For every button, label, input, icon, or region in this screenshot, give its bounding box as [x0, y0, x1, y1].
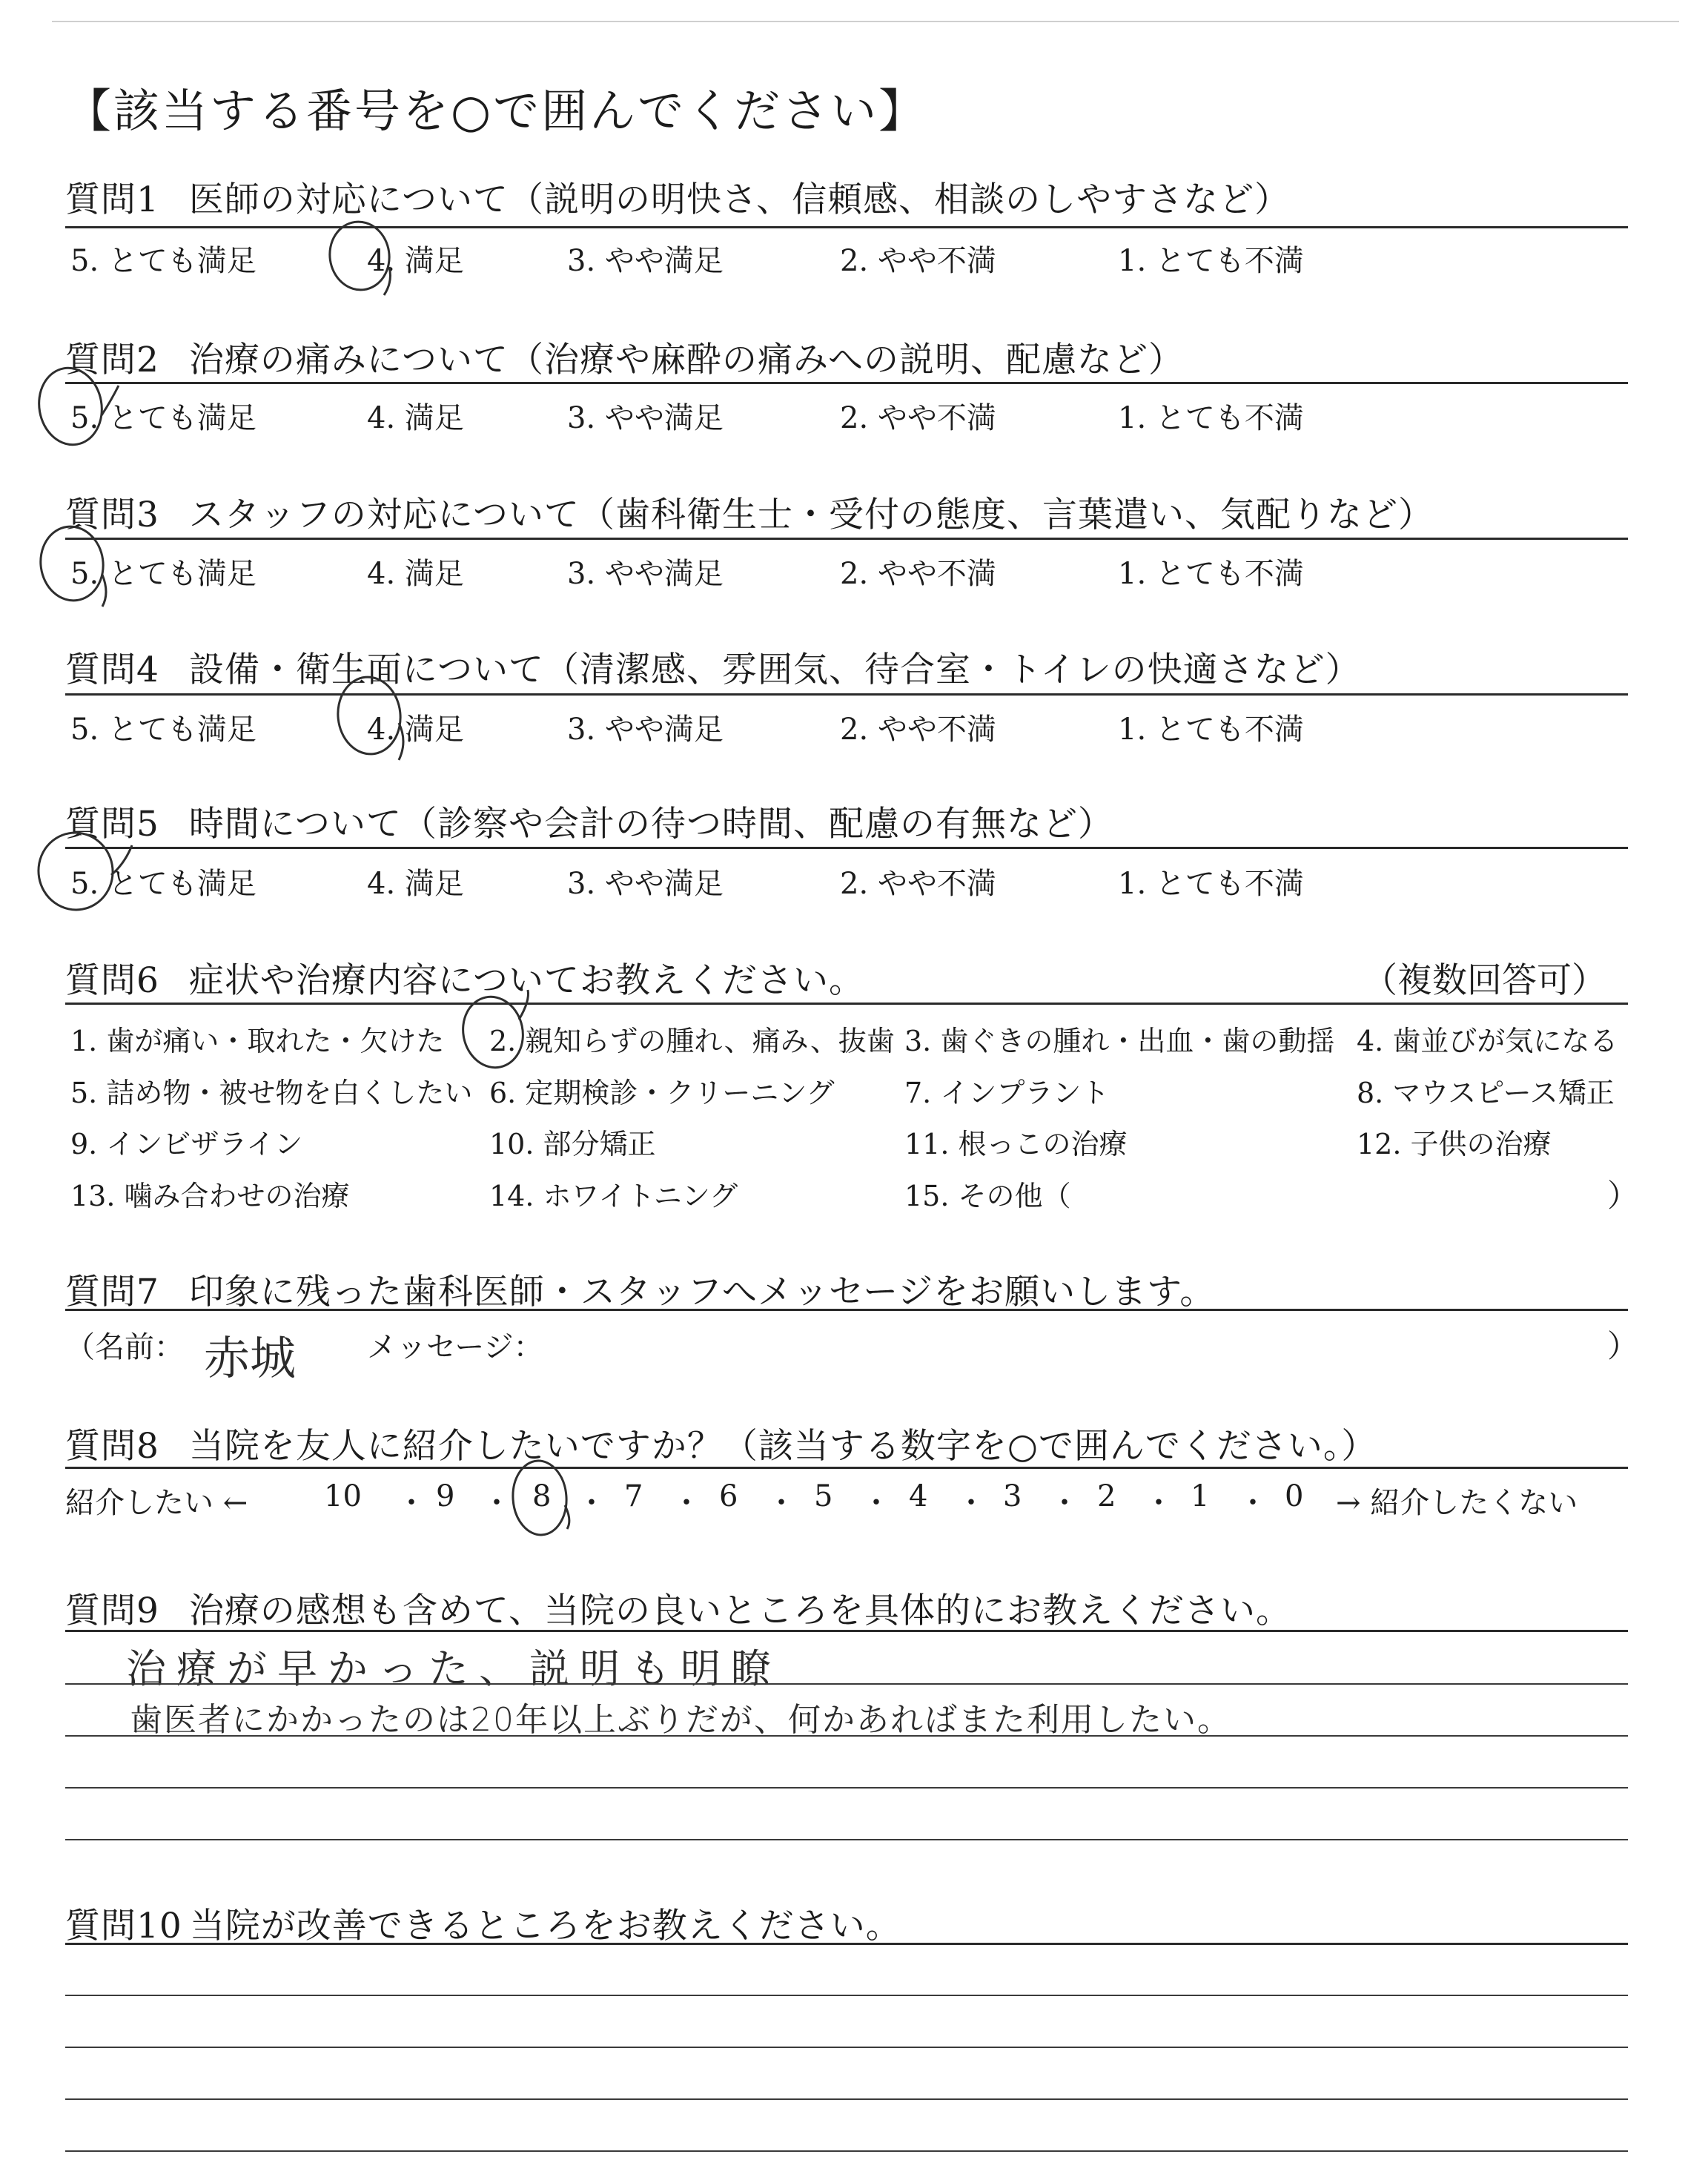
- q1-number: 質問1: [65, 179, 159, 220]
- q1-option-1[interactable]: 1. とても不満: [1118, 244, 1304, 278]
- q5-option-2[interactable]: 2. やや不満: [840, 867, 996, 901]
- q6-item-10[interactable]: 10. 部分矯正: [489, 1128, 656, 1160]
- q6-text: 症状や治療内容についてお教えください。: [188, 960, 864, 1001]
- q2-title: [65, 332, 1184, 382]
- q10-title: [65, 1898, 901, 1948]
- q6-item-5[interactable]: 5. 詰め物・被せ物を白くしたい: [70, 1077, 473, 1109]
- q6-item-9[interactable]: 9. インビザライン: [70, 1128, 303, 1160]
- q9-title: [65, 1583, 1291, 1633]
- q7-close-paren: ）: [1607, 1328, 1639, 1364]
- q8-dot: ・: [1050, 1486, 1079, 1520]
- q2-rule: [65, 382, 1628, 384]
- q7-text: 印象に残った歯科医師・スタッフへメッセージをお願いします。: [188, 1272, 1216, 1312]
- top-border: [52, 21, 1679, 22]
- q5-option-1[interactable]: 1. とても不満: [1118, 867, 1304, 901]
- q9-answer-rule-3: [65, 1787, 1628, 1789]
- q8-scale-4[interactable]: 4: [909, 1479, 928, 1513]
- q9-answer-rule-4: [65, 1839, 1628, 1840]
- q6-item-8[interactable]: 8. マウスピース矯正: [1357, 1077, 1615, 1109]
- q2-option-1[interactable]: 1. とても不満: [1118, 401, 1304, 435]
- q9-text: 治療の感想も含めて、当院の良いところを具体的にお教えください。: [188, 1591, 1291, 1631]
- q10-answer-rule-3: [65, 2098, 1628, 2100]
- q4-option-5[interactable]: 5. とても満足: [70, 713, 256, 747]
- q4-text: 設備・衛生面について（清潔感、雰囲気、待合室・トイレの快適さなど）: [188, 650, 1361, 690]
- q5-option-3[interactable]: 3. やや満足: [567, 867, 724, 901]
- q6-item-13[interactable]: 13. 噛み合わせの治療: [70, 1180, 350, 1212]
- q8-scale-8[interactable]: 8: [532, 1479, 552, 1513]
- q4-option-2[interactable]: 2. やや不満: [840, 713, 996, 747]
- q10-number: 質問10: [65, 1906, 182, 1946]
- q2-option-5[interactable]: 5. とても満足: [70, 401, 256, 435]
- q8-scale-6[interactable]: 6: [719, 1479, 738, 1513]
- q8-dot: ・: [956, 1486, 986, 1520]
- q8-title: [65, 1418, 1377, 1468]
- q8-scale-10[interactable]: 10: [324, 1479, 362, 1513]
- q8-scale-5[interactable]: 5: [814, 1479, 833, 1513]
- q6-other-close-paren: ）: [1607, 1178, 1639, 1214]
- q3-option-5[interactable]: 5. とても満足: [70, 557, 256, 591]
- q1-option-3[interactable]: 3. やや満足: [567, 244, 724, 278]
- q8-scale-1[interactable]: 1: [1191, 1479, 1210, 1513]
- q6-item-4[interactable]: 4. 歯並びが気になる: [1357, 1025, 1618, 1057]
- page-heading: 【該当する番号を○で囲んでください】: [65, 84, 927, 138]
- q10-answer-rule-1: [65, 1995, 1628, 1996]
- q2-text: 治療の痛みについて（治療や麻酔の痛みへの説明、配慮など）: [188, 340, 1185, 380]
- q8-left-label: 紹介したい ←: [65, 1486, 248, 1520]
- q6-item-15[interactable]: 15. その他（: [904, 1180, 1071, 1212]
- q9-number: 質問9: [65, 1591, 159, 1631]
- q6-item-3[interactable]: 3. 歯ぐきの腫れ・出血・歯の動揺: [904, 1025, 1335, 1057]
- q6-item-11[interactable]: 11. 根っこの治療: [904, 1128, 1128, 1160]
- q8-dot: ・: [577, 1486, 606, 1520]
- q8-dot: ・: [482, 1486, 512, 1520]
- q7-name-handwritten[interactable]: 赤城: [204, 1331, 297, 1385]
- q5-rule: [65, 847, 1628, 849]
- q2-option-3[interactable]: 3. やや満足: [567, 401, 724, 435]
- q4-title: [65, 642, 1361, 692]
- q8-dot: ・: [1144, 1486, 1174, 1520]
- q10-rule: [65, 1943, 1628, 1945]
- q6-item-2[interactable]: 2. 親知らずの腫れ、痛み、抜歯: [489, 1025, 895, 1057]
- q2-option-4[interactable]: 4. 満足: [367, 401, 464, 435]
- q6-title: [65, 953, 864, 1003]
- q5-text: 時間について（診察や会計の待つ時間、配慮の有無など）: [188, 804, 1113, 845]
- q10-answer-rule-2: [65, 2047, 1628, 2048]
- q7-rule: [65, 1309, 1628, 1311]
- q3-number: 質問3: [65, 495, 159, 535]
- q3-option-2[interactable]: 2. やや不満: [840, 557, 996, 591]
- q8-scale-3[interactable]: 3: [1003, 1479, 1022, 1513]
- q3-rule: [65, 538, 1628, 540]
- q8-scale-0[interactable]: 0: [1285, 1479, 1304, 1513]
- q1-option-4[interactable]: 4. 満足: [367, 244, 464, 278]
- q6-item-7[interactable]: 7. インプラント: [904, 1077, 1110, 1109]
- q1-option-2[interactable]: 2. やや不満: [840, 244, 996, 278]
- q8-dot: ・: [861, 1486, 891, 1520]
- q2-option-2[interactable]: 2. やや不満: [840, 401, 996, 435]
- q10-answer-rule-4: [65, 2150, 1628, 2152]
- q7-number: 質問7: [65, 1272, 159, 1312]
- q1-title: [65, 172, 1290, 222]
- q5-option-5[interactable]: 5. とても満足: [70, 867, 256, 901]
- q8-text: 当院を友人に紹介したいですか？（該当する数字を○で囲んでください。）: [188, 1426, 1377, 1467]
- q6-item-6[interactable]: 6. 定期検診・クリーニング: [489, 1077, 835, 1109]
- q8-circle-tail: [565, 1505, 569, 1529]
- q9-answer-rule-1: [65, 1683, 1628, 1685]
- q5-option-4[interactable]: 4. 満足: [367, 867, 464, 901]
- q8-dot: ・: [397, 1486, 426, 1520]
- q8-number: 質問8: [65, 1426, 159, 1467]
- q1-option-5[interactable]: 5. とても満足: [70, 244, 256, 278]
- q9-answer-line-1[interactable]: 治療が早かった、説明も明瞭: [126, 1645, 781, 1692]
- q8-scale-9[interactable]: 9: [436, 1479, 455, 1513]
- q10-text: 当院が改善できるところをお教えください。: [189, 1906, 901, 1946]
- q8-right-label: → 紹介したくない: [1336, 1486, 1578, 1520]
- q3-title: [65, 487, 1434, 537]
- q1-rule: [65, 226, 1628, 228]
- q8-rule: [65, 1467, 1628, 1469]
- q4-option-1[interactable]: 1. とても不満: [1118, 713, 1304, 747]
- q7-message-label: メッセージ：: [367, 1330, 543, 1364]
- q5-number: 質問5: [65, 804, 159, 845]
- q5-title: [65, 796, 1113, 846]
- q4-rule: [65, 693, 1628, 696]
- q3-option-1[interactable]: 1. とても不満: [1118, 557, 1304, 591]
- q8-dot: ・: [1238, 1486, 1268, 1520]
- q8-scale-7[interactable]: 7: [624, 1479, 643, 1513]
- q1-text: 医師の対応について（説明の明快さ、信頼感、相談のしやすさなど）: [188, 179, 1291, 220]
- q6-number: 質問6: [65, 960, 159, 1001]
- q9-answer-rule-2: [65, 1735, 1628, 1737]
- q9-answer-line-2[interactable]: 歯医者にかかったのは20年以上ぶりだが、何かあればまた利用したい。: [130, 1701, 1231, 1739]
- q8-scale-2[interactable]: 2: [1097, 1479, 1116, 1513]
- q7-name-label: （名前：: [65, 1330, 184, 1364]
- q3-option-4[interactable]: 4. 満足: [367, 557, 464, 591]
- q4-option-4[interactable]: 4. 満足: [367, 713, 464, 747]
- q8-dot: ・: [767, 1486, 796, 1520]
- q8-dot: ・: [672, 1486, 701, 1520]
- q4-number: 質問4: [65, 650, 159, 690]
- q6-multi-note: （複数回答可）: [1363, 960, 1606, 1001]
- q3-text: スタッフの対応について（歯科衛生士・受付の態度、言葉遣い、気配りなど）: [188, 495, 1434, 535]
- q6-item-14[interactable]: 14. ホワイトニング: [489, 1180, 738, 1212]
- q6-item-12[interactable]: 12. 子供の治療: [1357, 1128, 1552, 1160]
- q2-number: 質問2: [65, 340, 159, 380]
- q6-rule: [65, 1003, 1628, 1005]
- q7-title: [65, 1264, 1215, 1314]
- q3-option-3[interactable]: 3. やや満足: [567, 557, 724, 591]
- q6-item-1[interactable]: 1. 歯が痛い・取れた・欠けた: [70, 1025, 445, 1057]
- q4-option-3[interactable]: 3. やや満足: [567, 713, 724, 747]
- q9-rule: [65, 1630, 1628, 1632]
